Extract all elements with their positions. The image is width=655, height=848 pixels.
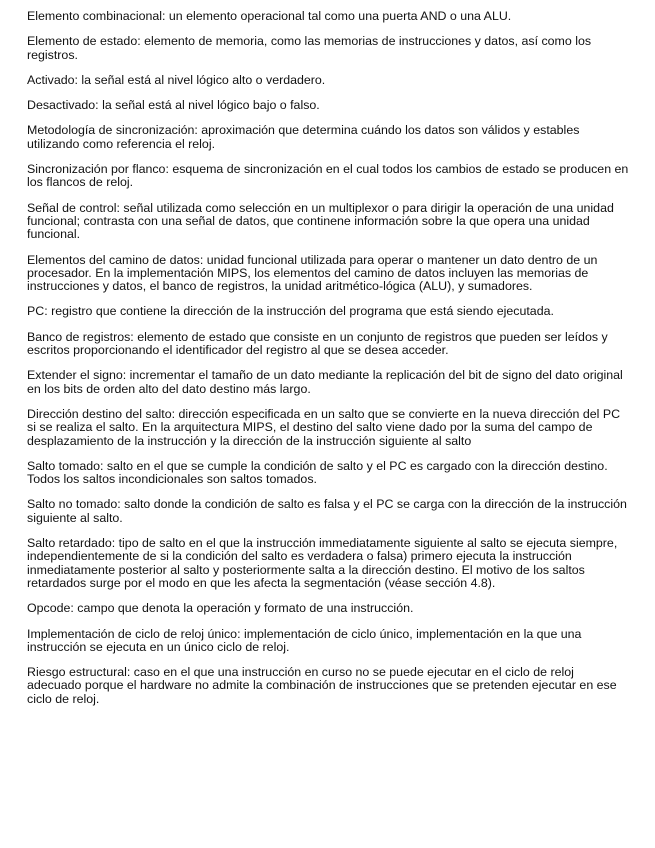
glossary-entry-control-signal: Señal de control: señal utilizada como selección en un multiplexor o para dirigir la operación de una unidad funcional; contrasta con una señal de datos, que continene información sobre la que opera una unidad funcional. [27,200,614,242]
glossary-entry-single-cycle-implementation: Implementación de ciclo de reloj único: implementación de ciclo único, implementación en la que una instrucción se ejecuta en un único ciclo de reloj. [27,626,582,654]
glossary-entry-delayed-branch: Salto retardado: tipo de salto en el que la instrucción immediatamente siguiente al salto se ejecuta siempre, independientemente de si la condición del salto es verdadera o falsa) primero ejecuta la instrucción inmediatamente posterior al salto y posteriormente salta a la dirección destino. El motivo de los saltos retardados surge por el modo en que les afecta la segmentación (véase sección 4.8). [27,536,618,590]
glossary-entry-asserted: Activado: la señal está al nivel lógico alto o verdadero. [27,72,326,87]
glossary-entry-clocking-methodology: Metodología de sincronización: aproximación que determina cuándo los datos son válidos y estables utilizando como referencia el reloj. [27,123,580,151]
glossary-entry-state-element: Elemento de estado: elemento de memoria, como las memorias de instrucciones y datos, así como los registros. [27,34,592,62]
glossary-entry-branch-not-taken: Salto no tomado: salto donde la condición de salto es falsa y el PC se carga con la dirección de la instrucción siguiente al salto. [27,497,627,525]
glossary-entry-structural-hazard: Riesgo estructural: caso en el que una instrucción en curso no se puede ejecutar en el ciclo de reloj adecuado porque el hardware no admite la combinación de instrucciones que se pretenden ejecutar en ese ciclo de reloj. [27,665,617,706]
glossary-entry-deasserted: Desactivado: la señal está al nivel lógico bajo o falso. [27,98,320,113]
glossary-entry-combinational-element: Elemento combinacional: un elemento operacional tal como una puerta AND o una ALU. [27,9,512,23]
glossary-entry-edge-triggered-clocking: Sincronización por flanco: esquema de sincronización en el cual todos los cambios de estado se producen en los flancos de reloj. [27,162,629,190]
glossary-entry-register-file: Banco de registros: elemento de estado que consiste en un conjunto de registros que pueden ser leídos y escritos proporcionando el identificador del registro al que se desea acceder. [27,329,608,358]
glossary-entry-pc: PC: registro que contiene la dirección de la instrucción del programa que está siendo ejecutada. [27,304,554,319]
glossary-entry-branch-target-address: Dirección destino del salto: dirección especificada en un salto que se convierte en la nueva dirección del PC si se realiza el salto. En la arquitectura MIPS, el destino del salto viene dado por la suma del campo de desplazamiento de la instrucción y la dirección de la instrucción siguiente al salto [27,406,621,448]
glossary-entry-opcode: Opcode: campo que denota la operación y formato de una instrucción. [27,601,414,616]
glossary-entry-sign-extend: Extender el signo: incrementar el tamaño de un dato mediante la replicación del bit de signo del dato original en los bits de orden alto del dato destino más largo. [27,368,623,396]
glossary-entry-branch-taken: Salto tomado: salto en el que se cumple la condición de salto y el PC es cargado con la dirección destino. Todos los saltos incondicionales son saltos tomados. [27,458,608,487]
glossary-document [27,10,631,718]
glossary-entry-datapath-elements: Elementos del camino de datos: unidad funcional utilizada para operar o mantener un dato dentro de un procesador. En la implementación MIPS, los elementos del camino de datos incluyen las memorias de instrucciones y datos, el banco de registros, la unidad aritmético-lógica (ALU), y sumadores. [27,252,598,294]
